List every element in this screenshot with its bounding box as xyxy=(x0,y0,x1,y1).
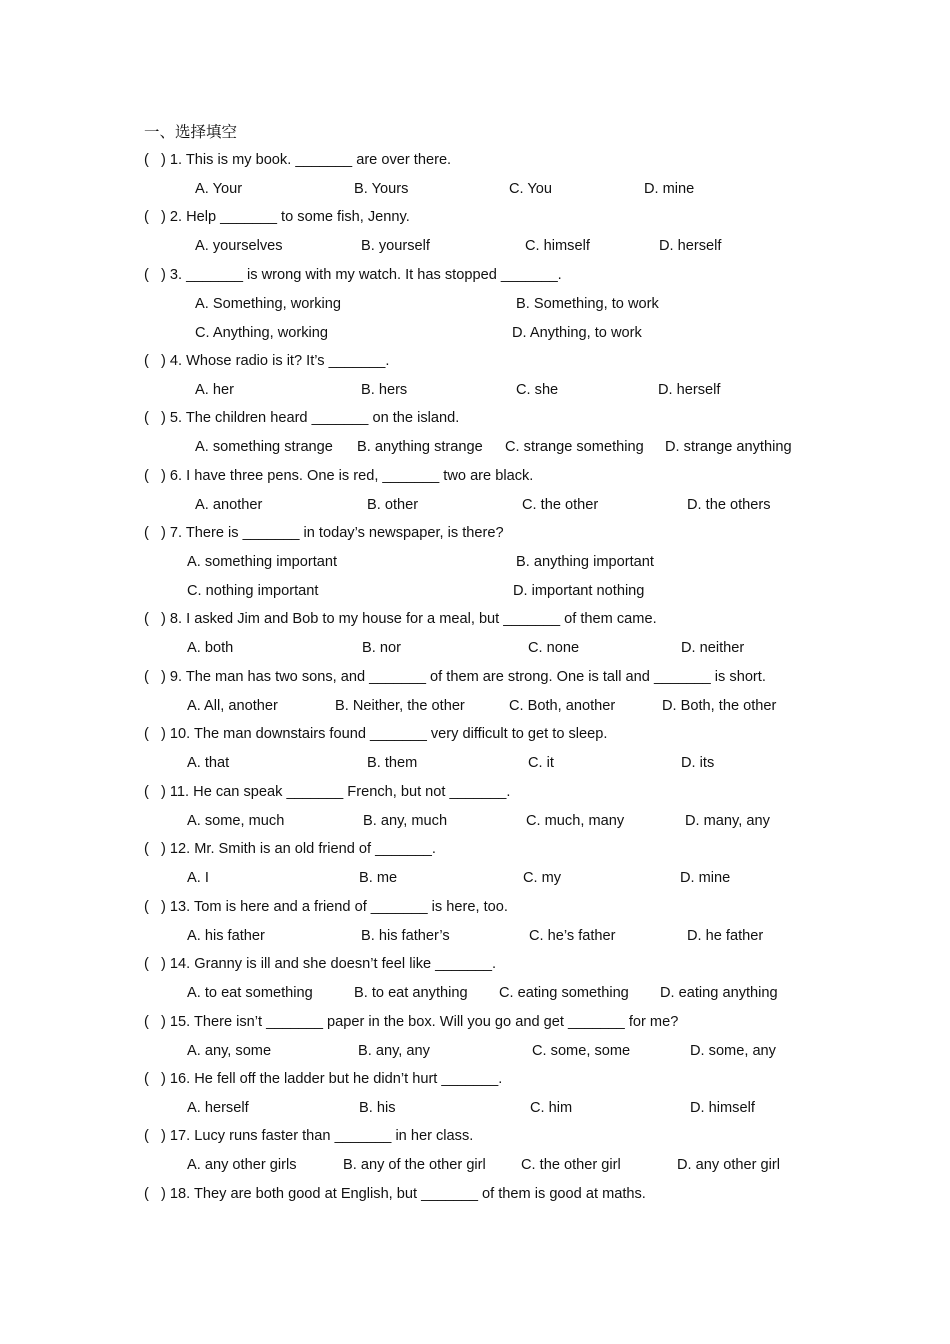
option-7-d: D. important nothing xyxy=(513,583,645,599)
question-5 xyxy=(144,410,459,426)
question-text: 17. Lucy runs faster than _______ in her class. xyxy=(169,1128,474,1144)
question-8 xyxy=(144,611,657,627)
question-text: 12. Mr. Smith is an old friend of _______. xyxy=(169,841,436,857)
option-2-b: B. yourself xyxy=(361,238,430,254)
question-text: 6. I have three pens. One is red, _______ two are black. xyxy=(169,468,534,484)
option-15-b: B. any, any xyxy=(358,1043,430,1059)
option-2-c: C. himself xyxy=(525,238,590,254)
option-14-a: A. to eat something xyxy=(187,985,313,1001)
option-2-d: D. herself xyxy=(659,238,722,254)
option-1-c: C. You xyxy=(509,181,553,197)
answer-blank[interactable]: ( ) xyxy=(144,209,166,225)
option-17-d: D. any other girl xyxy=(677,1157,781,1173)
option-14-b: B. to eat anything xyxy=(354,985,468,1001)
option-15-c: C. some, some xyxy=(532,1043,631,1059)
question-2 xyxy=(144,209,410,225)
option-16-b: B. his xyxy=(359,1100,396,1116)
option-9-d: D. Both, the other xyxy=(662,698,777,714)
option-6-a: A. another xyxy=(195,497,263,513)
option-3-b: B. Something, to work xyxy=(516,296,659,312)
option-6-c: C. the other xyxy=(522,497,599,513)
answer-blank[interactable]: ( ) xyxy=(144,669,166,685)
answer-blank[interactable]: ( ) xyxy=(144,841,166,857)
option-13-d: D. he father xyxy=(687,928,764,944)
section-title: 一、选择填空 xyxy=(144,123,238,141)
question-12 xyxy=(144,841,436,857)
answer-blank[interactable]: ( ) xyxy=(144,1014,166,1030)
option-7-b: B. anything important xyxy=(516,554,654,570)
question-4 xyxy=(144,353,389,369)
option-11-c: C. much, many xyxy=(526,813,625,829)
option-10-b: B. them xyxy=(367,755,418,771)
option-10-c: C. it xyxy=(528,755,554,771)
option-4-b: B. hers xyxy=(361,382,408,398)
question-text: 4. Whose radio is it? It’s _______. xyxy=(169,353,390,369)
option-11-a: A. some, much xyxy=(187,813,285,829)
option-1-d: D. mine xyxy=(644,181,695,197)
option-12-c: C. my xyxy=(523,870,562,886)
answer-blank[interactable]: ( ) xyxy=(144,152,166,168)
question-text: 7. There is _______ in today’s newspaper, is there? xyxy=(169,525,504,541)
answer-blank[interactable]: ( ) xyxy=(144,1128,166,1144)
option-13-b: B. his father’s xyxy=(361,928,450,944)
question-text: 2. Help _______ to some fish, Jenny. xyxy=(169,209,410,225)
option-13-a: A. his father xyxy=(187,928,265,944)
option-16-c: C. him xyxy=(530,1100,573,1116)
option-10-d: D. its xyxy=(681,755,715,771)
option-5-b: B. anything strange xyxy=(357,439,483,455)
option-9-b: B. Neither, the other xyxy=(335,698,465,714)
question-text: 11. He can speak _______ French, but not _______. xyxy=(169,784,511,800)
option-6-b: B. other xyxy=(367,497,419,513)
question-17 xyxy=(144,1128,473,1144)
answer-blank[interactable]: ( ) xyxy=(144,468,166,484)
option-8-d: D. neither xyxy=(681,640,745,656)
option-3-d: D. Anything, to work xyxy=(512,325,642,341)
question-13 xyxy=(144,899,508,915)
question-text: 9. The man has two sons, and _______ of them are strong. One is tall and _______ is short. xyxy=(169,669,766,685)
question-text: 5. The children heard _______ on the island. xyxy=(169,410,460,426)
answer-blank[interactable]: ( ) xyxy=(144,899,166,915)
question-3 xyxy=(144,267,562,283)
answer-blank[interactable]: ( ) xyxy=(144,353,166,369)
option-8-b: B. nor xyxy=(362,640,401,656)
option-5-d: D. strange anything xyxy=(665,439,792,455)
option-14-d: D. eating anything xyxy=(660,985,778,1001)
question-14 xyxy=(144,956,496,972)
question-16 xyxy=(144,1071,502,1087)
option-4-a: A. her xyxy=(195,382,234,398)
answer-blank[interactable]: ( ) xyxy=(144,956,166,972)
answer-blank[interactable]: ( ) xyxy=(144,611,166,627)
answer-blank[interactable]: ( ) xyxy=(144,410,166,426)
option-15-d: D. some, any xyxy=(690,1043,776,1059)
option-15-a: A. any, some xyxy=(187,1043,272,1059)
answer-blank[interactable]: ( ) xyxy=(144,726,166,742)
option-17-a: A. any other girls xyxy=(187,1157,297,1173)
question-18 xyxy=(144,1186,646,1202)
option-4-d: D. herself xyxy=(658,382,721,398)
question-text: 10. The man downstairs found _______ very difficult to get to sleep. xyxy=(169,726,608,742)
option-16-a: A. herself xyxy=(187,1100,249,1116)
question-7 xyxy=(144,525,504,541)
option-8-c: C. none xyxy=(528,640,580,656)
question-text: 3. _______ is wrong with my watch. It has stopped _______. xyxy=(169,267,562,283)
question-10 xyxy=(144,726,607,742)
option-16-d: D. himself xyxy=(690,1100,755,1116)
answer-blank[interactable]: ( ) xyxy=(144,525,166,541)
question-text: 13. Tom is here and a friend of _______ is here, too. xyxy=(169,899,508,915)
option-5-c: C. strange something xyxy=(505,439,644,455)
question-text: 14. Granny is ill and she doesn’t feel like _______. xyxy=(169,956,497,972)
question-text: 1. This is my book. _______ are over there. xyxy=(169,152,452,168)
option-9-c: C. Both, another xyxy=(509,698,616,714)
question-9 xyxy=(144,669,766,685)
question-text: 16. He fell off the ladder but he didn’t hurt _______. xyxy=(169,1071,503,1087)
question-6 xyxy=(144,468,533,484)
answer-blank[interactable]: ( ) xyxy=(144,1071,166,1087)
answer-blank[interactable]: ( ) xyxy=(144,267,166,283)
answer-blank[interactable]: ( ) xyxy=(144,1186,166,1202)
option-12-a: A. I xyxy=(187,870,209,886)
question-11 xyxy=(144,784,510,800)
option-9-a: A. All, another xyxy=(187,698,278,714)
question-text: 8. I asked Jim and Bob to my house for a meal, but _______ of them came. xyxy=(169,611,657,627)
question-text: 15. There isn’t _______ paper in the box. Will you go and get _______ for me? xyxy=(169,1014,679,1030)
option-2-a: A. yourselves xyxy=(195,238,283,254)
question-1 xyxy=(144,152,451,168)
option-12-d: D. mine xyxy=(680,870,731,886)
option-5-a: A. something strange xyxy=(195,439,333,455)
option-13-c: C. he’s father xyxy=(529,928,616,944)
option-6-d: D. the others xyxy=(687,497,771,513)
option-7-a: A. something important xyxy=(187,554,338,570)
option-1-a: A. Your xyxy=(195,181,243,197)
option-11-d: D. many, any xyxy=(685,813,770,829)
option-11-b: B. any, much xyxy=(363,813,448,829)
question-15 xyxy=(144,1014,678,1030)
option-3-a: A. Something, working xyxy=(195,296,342,312)
option-17-b: B. any of the other girl xyxy=(343,1157,486,1173)
answer-blank[interactable]: ( ) xyxy=(144,784,166,800)
question-text: 18. They are both good at English, but _______ of them is good at maths. xyxy=(169,1186,646,1202)
option-3-c: C. Anything, working xyxy=(195,325,329,341)
option-14-c: C. eating something xyxy=(499,985,629,1001)
option-8-a: A. both xyxy=(187,640,234,656)
option-7-c: C. nothing important xyxy=(187,583,319,599)
option-10-a: A. that xyxy=(187,755,230,771)
option-17-c: C. the other girl xyxy=(521,1157,621,1173)
option-4-c: C. she xyxy=(516,382,559,398)
option-12-b: B. me xyxy=(359,870,398,886)
option-1-b: B. Yours xyxy=(354,181,409,197)
